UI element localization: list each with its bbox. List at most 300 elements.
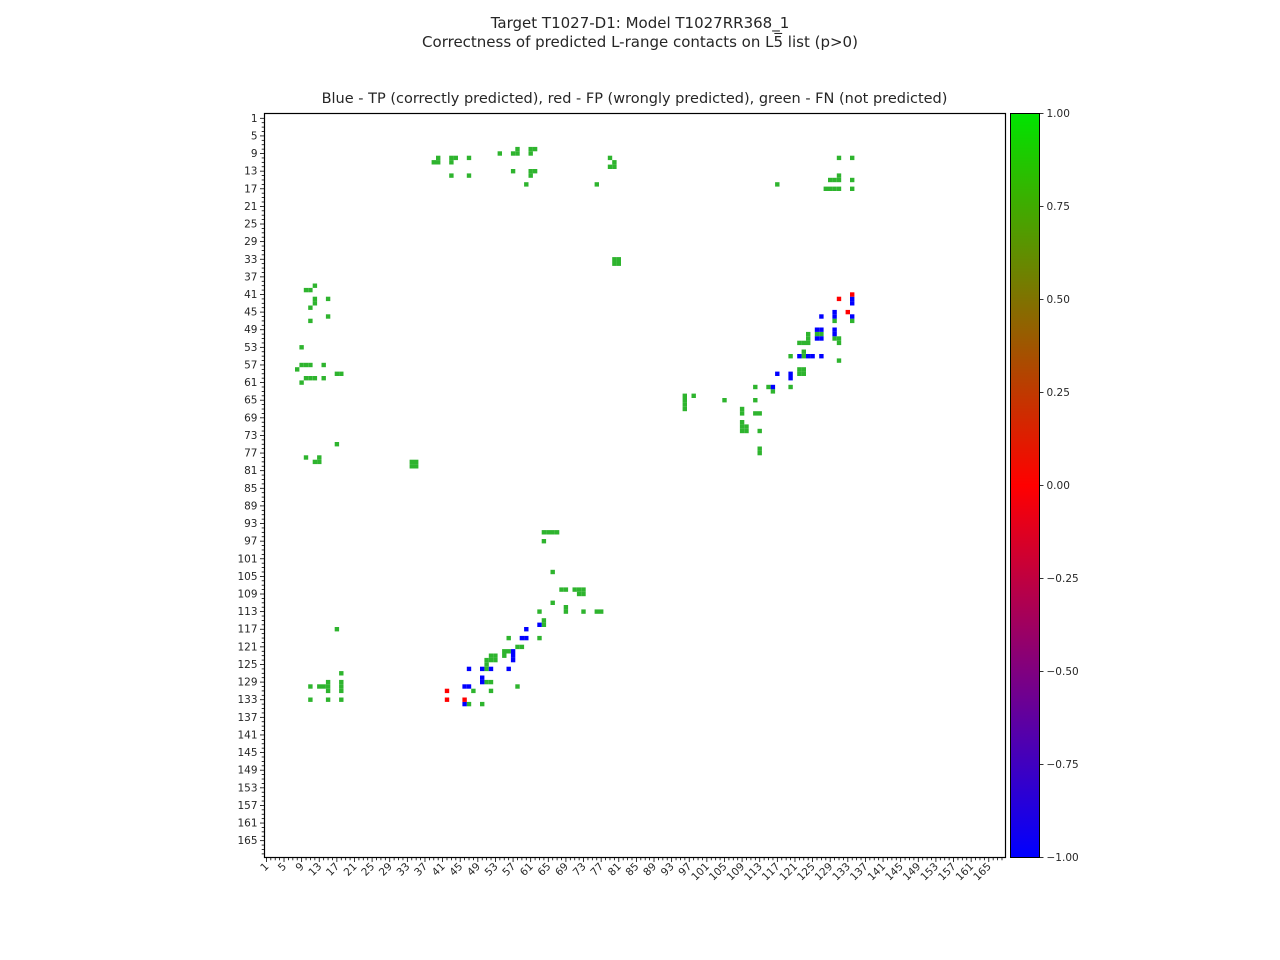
contact-point	[797, 372, 801, 376]
colorbar-tick-label: 0.75	[1046, 201, 1070, 213]
contact-point	[546, 530, 550, 534]
contact-point	[489, 654, 493, 658]
contact-point	[797, 367, 801, 371]
contact-point	[612, 262, 616, 266]
contact-point	[824, 187, 828, 191]
contact-point	[740, 407, 744, 411]
x-tick-label: 121	[777, 860, 801, 884]
y-axis-ticks	[260, 118, 265, 854]
contact-point	[326, 680, 330, 684]
contact-point	[432, 160, 436, 164]
contact-point	[462, 702, 466, 706]
contact-point	[339, 684, 343, 688]
x-tick-label: 77	[588, 860, 607, 879]
contact-point	[802, 367, 806, 371]
contact-point	[524, 627, 528, 631]
y-tick-label: 153	[237, 782, 258, 795]
contact-point	[806, 332, 810, 336]
contact-point	[744, 424, 748, 428]
contact-point	[515, 684, 519, 688]
y-tick-label: 149	[237, 764, 258, 777]
title-line-1: Target T1027-D1: Model T1027RR368_1	[490, 14, 790, 32]
contact-point	[837, 297, 841, 301]
x-tick-label: 53	[482, 860, 501, 879]
contact-point	[507, 636, 511, 640]
contact-point	[788, 354, 792, 358]
x-tick-label: 21	[341, 860, 360, 879]
contact-point	[850, 297, 854, 301]
y-tick-label: 101	[237, 553, 258, 566]
contact-point	[806, 341, 810, 345]
contact-point	[683, 402, 687, 406]
contact-point	[471, 689, 475, 693]
contact-point	[819, 314, 823, 318]
y-tick-label: 105	[237, 570, 258, 583]
contact-point	[564, 587, 568, 591]
contact-point	[771, 389, 775, 393]
contact-point	[850, 292, 854, 296]
contact-point	[467, 702, 471, 706]
contact-point	[595, 182, 599, 186]
contact-point	[462, 698, 466, 702]
contact-point	[850, 156, 854, 160]
x-tick-label: 89	[641, 860, 660, 879]
contact-point	[551, 530, 555, 534]
contact-point	[480, 676, 484, 680]
x-tick-label: 101	[689, 860, 712, 884]
y-tick-label: 109	[237, 588, 258, 601]
y-tick-label: 69	[244, 412, 258, 425]
contact-point	[753, 385, 757, 389]
y-tick-label: 121	[237, 641, 258, 654]
x-tick-label: 33	[394, 860, 413, 879]
contact-point	[832, 332, 836, 336]
contact-point	[467, 684, 471, 688]
contact-point	[797, 354, 801, 358]
contact-point	[802, 354, 806, 358]
contact-point	[819, 354, 823, 358]
colorbar-tick-label: 0.25	[1046, 387, 1070, 399]
contact-point	[299, 345, 303, 349]
contact-point	[802, 350, 806, 354]
x-tick-label: 25	[359, 860, 378, 879]
contact-point	[577, 592, 581, 596]
contact-point	[775, 182, 779, 186]
contact-point	[581, 609, 585, 613]
contact-point	[771, 385, 775, 389]
contact-point	[832, 187, 836, 191]
x-tick-label: 61	[517, 860, 536, 879]
contact-point	[564, 609, 568, 613]
x-tick-label: 69	[553, 860, 572, 879]
contact-point	[850, 301, 854, 305]
contact-point	[612, 165, 616, 169]
x-axis-ticks	[266, 858, 1002, 863]
contact-point	[837, 156, 841, 160]
y-tick-label: 77	[244, 447, 258, 460]
y-tick-label: 17	[244, 183, 258, 196]
contact-point	[832, 328, 836, 332]
y-tick-label: 81	[244, 465, 258, 478]
contact-point	[317, 684, 321, 688]
contact-point	[313, 301, 317, 305]
plot-border	[265, 114, 1006, 858]
contact-point	[308, 698, 312, 702]
contact-point	[326, 689, 330, 693]
y-tick-label: 129	[237, 676, 258, 689]
contact-point	[775, 372, 779, 376]
y-tick-label: 5	[250, 130, 258, 143]
contact-point	[304, 288, 308, 292]
contact-point	[529, 173, 533, 177]
y-tick-label: 29	[244, 236, 258, 249]
contact-point	[819, 328, 823, 332]
contact-point	[542, 539, 546, 543]
y-tick-label: 45	[244, 306, 258, 319]
contact-point	[542, 623, 546, 627]
contact-point	[414, 464, 418, 468]
y-tick-label: 161	[237, 817, 258, 830]
contact-point	[520, 645, 524, 649]
contact-point	[683, 398, 687, 402]
contact-point	[335, 627, 339, 631]
colorbar-tick-label: 1.00	[1046, 108, 1070, 120]
x-tick-label: 149	[900, 860, 924, 884]
contact-point	[529, 147, 533, 151]
x-tick-label: 13	[306, 860, 325, 879]
contact-point	[722, 398, 726, 402]
contact-point	[555, 530, 559, 534]
contact-point	[454, 156, 458, 160]
contact-point	[308, 306, 312, 310]
y-tick-label: 9	[250, 148, 258, 161]
contact-point	[480, 680, 484, 684]
contact-point	[542, 530, 546, 534]
contact-point	[832, 178, 836, 182]
contact-point	[837, 336, 841, 340]
contact-point	[524, 182, 528, 186]
x-tick-label: 97	[676, 860, 695, 879]
contact-point	[467, 173, 471, 177]
contact-point	[837, 341, 841, 345]
x-tick-label: 105	[706, 860, 730, 884]
contact-point	[573, 587, 577, 591]
contact-point	[837, 173, 841, 177]
contact-point	[595, 609, 599, 613]
contact-point	[299, 363, 303, 367]
contact-point	[304, 363, 308, 367]
contact-point	[502, 654, 506, 658]
contact-point	[480, 667, 484, 671]
contact-point	[449, 160, 453, 164]
contact-point	[467, 156, 471, 160]
contact-point	[533, 169, 537, 173]
contact-point	[832, 314, 836, 318]
x-tick-label: 125	[795, 860, 818, 884]
contact-point	[308, 288, 312, 292]
x-tick-label: 29	[376, 860, 395, 879]
y-tick-label: 61	[244, 377, 258, 390]
contact-point	[308, 363, 312, 367]
y-tick-label: 1	[250, 112, 258, 125]
x-tick-label: 129	[812, 860, 836, 884]
y-tick-label: 65	[244, 394, 258, 407]
y-tick-label: 93	[244, 518, 258, 531]
contact-point	[612, 257, 616, 261]
y-tick-label: 21	[244, 200, 258, 213]
title-line-2: Correctness of predicted L-range contacts on L5̅ list (p>0)	[422, 33, 858, 51]
x-tick-label: 117	[759, 860, 783, 884]
contact-point	[410, 460, 414, 464]
contact-point	[692, 394, 696, 398]
y-tick-label: 73	[244, 429, 258, 442]
contact-point	[339, 680, 343, 684]
y-tick-label: 85	[244, 482, 258, 495]
y-tick-label: 157	[237, 799, 258, 812]
contact-point	[414, 460, 418, 464]
contact-point	[815, 332, 819, 336]
contact-point	[489, 680, 493, 684]
contact-point	[322, 684, 326, 688]
contact-point	[511, 649, 515, 653]
contact-point	[489, 667, 493, 671]
contact-point	[313, 284, 317, 288]
contact-point	[410, 464, 414, 468]
y-tick-label: 125	[237, 658, 258, 671]
contact-point	[335, 442, 339, 446]
x-axis-labels	[258, 861, 994, 884]
y-tick-label: 89	[244, 500, 258, 513]
contact-point	[533, 147, 537, 151]
contact-point	[617, 262, 621, 266]
contact-point	[449, 156, 453, 160]
contact-point	[828, 187, 832, 191]
contact-point	[322, 363, 326, 367]
x-tick-label: 85	[623, 860, 642, 879]
contact-point	[304, 455, 308, 459]
contact-point	[445, 698, 449, 702]
contact-point	[511, 658, 515, 662]
contact-point	[449, 173, 453, 177]
contact-point	[308, 376, 312, 380]
contact-point	[511, 151, 515, 155]
contact-point	[740, 424, 744, 428]
contact-point	[484, 680, 488, 684]
x-tick-label: 165	[971, 860, 994, 884]
contact-point	[507, 649, 511, 653]
y-tick-label: 165	[237, 835, 258, 848]
contact-point	[815, 336, 819, 340]
contact-point	[313, 376, 317, 380]
contact-point	[313, 297, 317, 301]
x-tick-label: 1	[258, 860, 272, 874]
y-tick-label: 25	[244, 218, 258, 231]
legend-text: Blue - TP (correctly predicted), red - FP (wrongly predicted), green - FN (not predicted)	[321, 91, 948, 107]
x-tick-label: 17	[324, 860, 342, 879]
y-tick-label: 37	[244, 271, 258, 284]
contact-point	[832, 319, 836, 323]
x-tick-label: 45	[447, 860, 466, 879]
contact-point	[493, 654, 497, 658]
contact-point	[564, 605, 568, 609]
x-tick-label: 93	[658, 860, 677, 879]
contact-point	[850, 319, 854, 323]
colorbar-tick-label: 0.00	[1046, 480, 1070, 492]
contact-point	[766, 385, 770, 389]
contact-point	[436, 156, 440, 160]
contact-point	[617, 257, 621, 261]
x-tick-label: 137	[847, 860, 871, 884]
contact-point	[515, 151, 519, 155]
contact-point	[806, 336, 810, 340]
y-tick-label: 53	[244, 341, 258, 354]
contact-point	[467, 667, 471, 671]
contact-point	[480, 702, 484, 706]
contact-point	[339, 372, 343, 376]
colorbar-tick-label: −0.50	[1046, 666, 1079, 678]
contact-point	[837, 178, 841, 182]
contact-point	[537, 623, 541, 627]
contact-point	[758, 411, 762, 415]
contact-point	[850, 314, 854, 318]
contact-point	[815, 328, 819, 332]
contact-point	[810, 354, 814, 358]
y-tick-label: 33	[244, 253, 258, 266]
contact-point	[502, 649, 506, 653]
contact-point	[819, 332, 823, 336]
contact-point	[837, 187, 841, 191]
contact-point	[581, 592, 585, 596]
contact-point	[322, 376, 326, 380]
contact-point	[317, 455, 321, 459]
contact-point	[542, 618, 546, 622]
contact-point	[850, 187, 854, 191]
contact-point	[339, 698, 343, 702]
contact-point	[758, 447, 762, 451]
contact-point	[581, 587, 585, 591]
colorbar-tick-label: −0.75	[1046, 759, 1079, 771]
contact-point	[484, 658, 488, 662]
contact-point	[507, 667, 511, 671]
contact-point	[515, 645, 519, 649]
contact-point	[317, 460, 321, 464]
contact-point	[740, 429, 744, 433]
contact-point	[577, 587, 581, 591]
colorbar-tick-label: 0.50	[1046, 294, 1070, 306]
contact-point	[551, 601, 555, 605]
x-tick-label: 37	[412, 860, 431, 879]
contact-point	[489, 658, 493, 662]
contact-point	[559, 587, 563, 591]
x-tick-label: 5	[275, 860, 290, 874]
contact-point	[802, 372, 806, 376]
contact-point	[832, 310, 836, 314]
y-axis-labels	[237, 113, 257, 847]
contact-point	[612, 160, 616, 164]
x-tick-label: 153	[918, 860, 942, 884]
contact-point	[744, 429, 748, 433]
contact-point	[788, 376, 792, 380]
contact-point	[788, 385, 792, 389]
x-tick-label: 113	[742, 860, 765, 884]
contact-point	[489, 689, 493, 693]
contact-point	[515, 147, 519, 151]
contact-point	[753, 411, 757, 415]
contact-point	[740, 411, 744, 415]
contact-point	[524, 636, 528, 640]
contact-point	[806, 354, 810, 358]
x-tick-label: 109	[724, 860, 748, 884]
y-tick-label: 49	[244, 324, 258, 337]
contact-point	[313, 460, 317, 464]
contact-point	[498, 151, 502, 155]
x-tick-label: 9	[293, 860, 307, 874]
contact-point	[832, 336, 836, 340]
contact-point	[537, 609, 541, 613]
contact-point	[339, 689, 343, 693]
contact-point	[846, 310, 850, 314]
contact-point	[326, 698, 330, 702]
contact-point	[445, 689, 449, 693]
contact-point	[608, 156, 612, 160]
contact-point	[484, 667, 488, 671]
contact-point	[740, 420, 744, 424]
contact-point	[339, 671, 343, 675]
x-tick-label: 65	[535, 860, 554, 879]
contact-point	[758, 451, 762, 455]
contact-point	[599, 609, 603, 613]
y-tick-label: 13	[244, 165, 258, 178]
contact-point	[462, 684, 466, 688]
colorbar-tick-label: −1.00	[1046, 852, 1079, 864]
y-tick-label: 97	[244, 535, 258, 548]
contact-point	[304, 376, 308, 380]
contact-point	[511, 654, 515, 658]
contact-point	[484, 662, 488, 666]
contact-point	[529, 169, 533, 173]
contact-point	[511, 169, 515, 173]
contact-point	[326, 684, 330, 688]
x-tick-label: 49	[465, 860, 483, 879]
colorbar-tick-label: −0.25	[1046, 573, 1079, 585]
y-tick-label: 137	[237, 711, 258, 724]
contact-point	[537, 636, 541, 640]
contact-point	[326, 314, 330, 318]
contact-point	[683, 394, 687, 398]
y-tick-label: 113	[237, 606, 258, 619]
contact-point	[758, 429, 762, 433]
x-tick-label: 141	[865, 860, 889, 884]
y-tick-label: 133	[237, 694, 258, 707]
contact-point	[436, 160, 440, 164]
contact-point	[308, 684, 312, 688]
y-tick-label: 41	[244, 288, 258, 301]
contact-point	[299, 380, 303, 384]
contact-point	[529, 151, 533, 155]
contact-point	[837, 358, 841, 362]
x-tick-label: 73	[570, 860, 589, 879]
contact-point	[683, 407, 687, 411]
x-tick-label: 145	[883, 860, 906, 884]
contact-point	[797, 341, 801, 345]
contact-point	[551, 570, 555, 574]
x-tick-label: 157	[935, 860, 959, 884]
contact-point	[308, 319, 312, 323]
contact-point	[802, 341, 806, 345]
contact-point	[326, 297, 330, 301]
x-tick-label: 81	[605, 860, 624, 879]
x-tick-label: 161	[953, 860, 977, 884]
